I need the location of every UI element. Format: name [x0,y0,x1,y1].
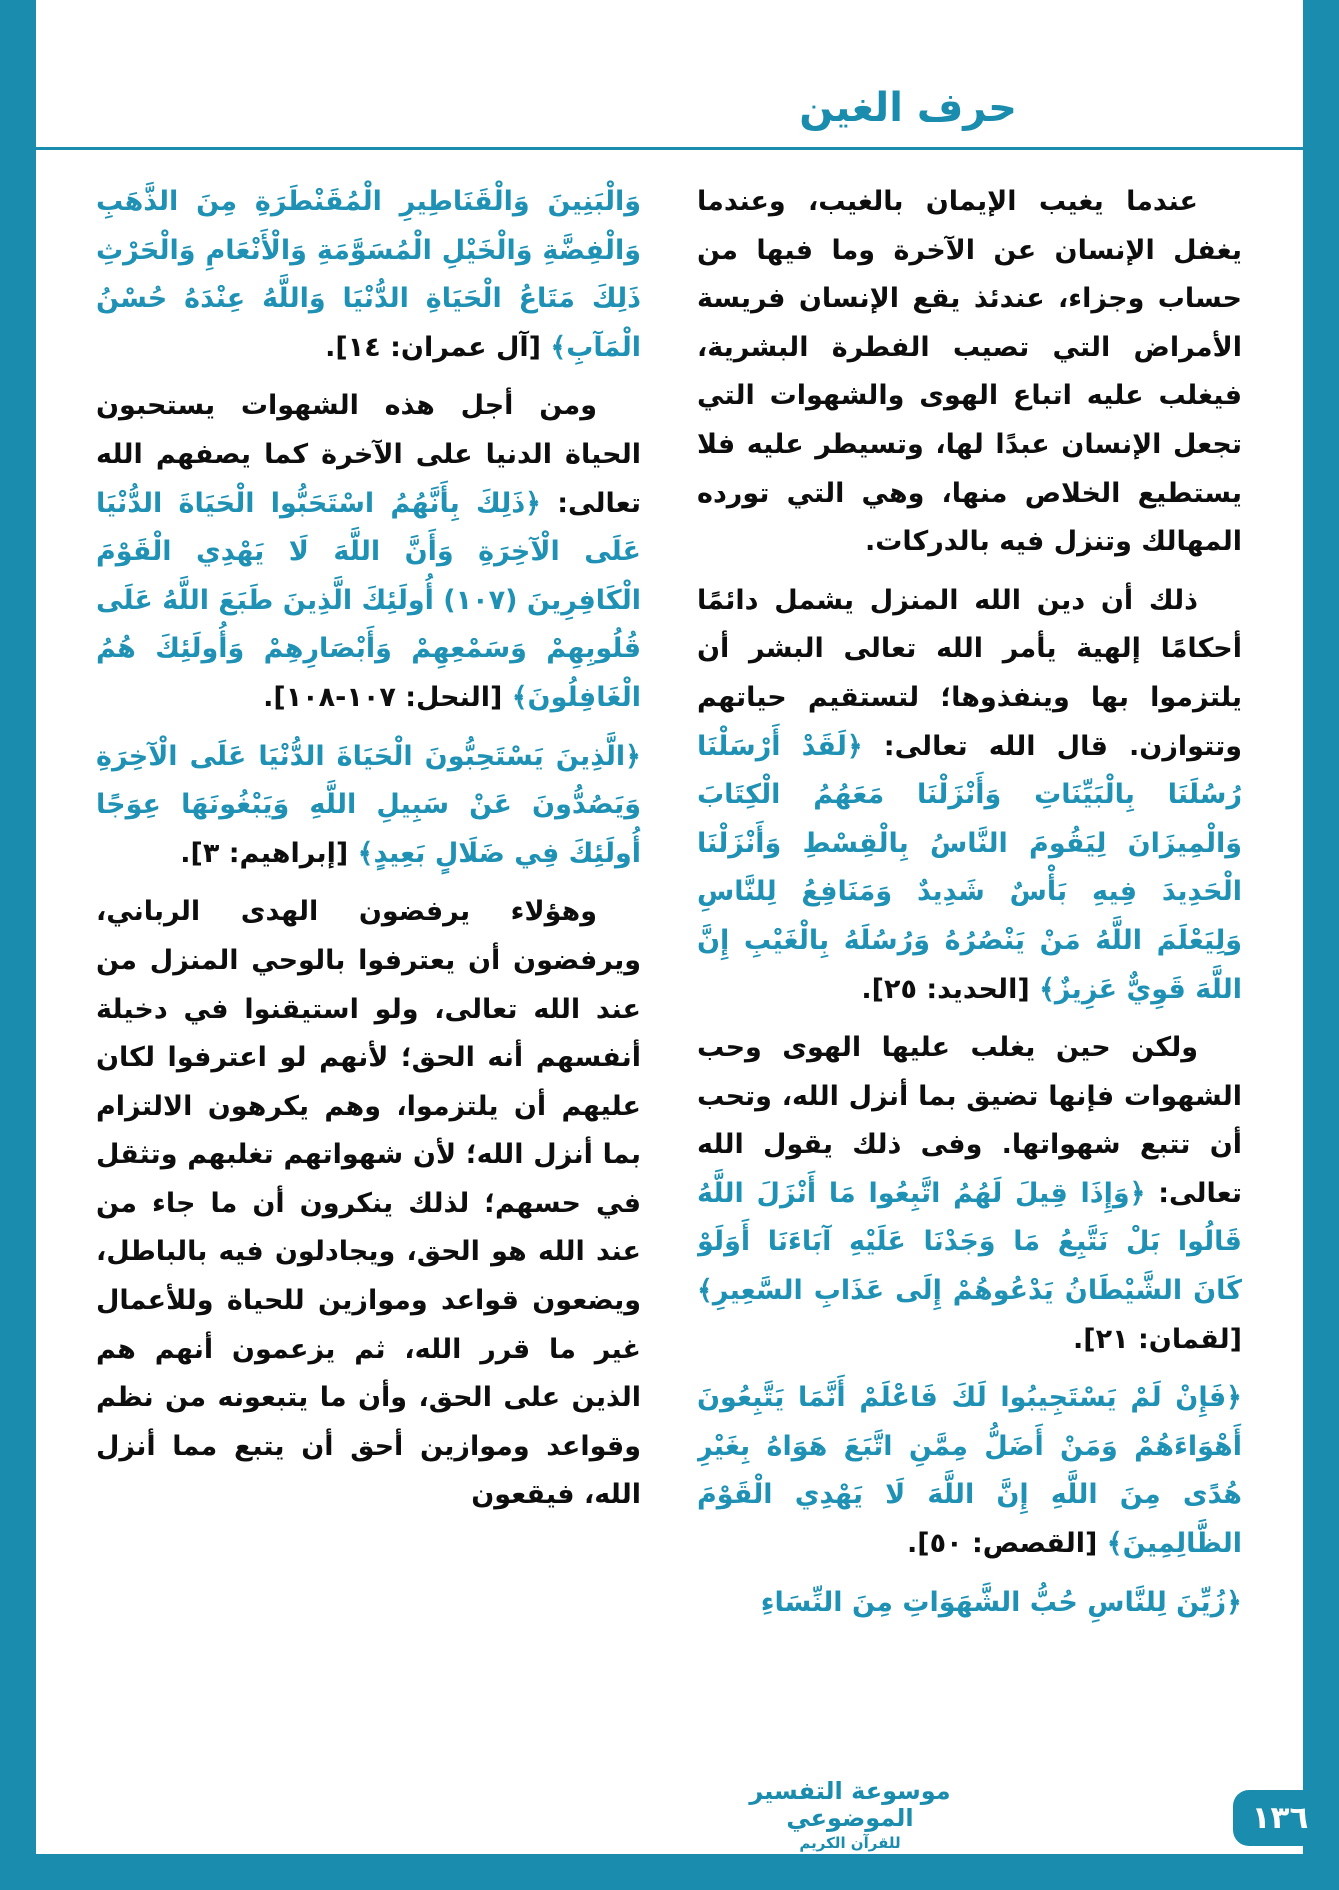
body-text: وهؤلاء يرفضون الهدى الرباني، ويرفضون أن يعترفوا بالوحي المنزل من عند الله تعالى، ولو استيقنوا في دخيلة أنفسهم أنه الحق؛ لأنهم لو اعترفوا لكان عليهم أن يلتزموا، وهم يكرهون الالتزام بما أنزل الله؛ لأن شهواتهم تغلبهم وتثقل في حسهم؛ لذلك ينكرون أن ما جاء من عند الله هو الحق، ويجادلون فيه بالباطل، ويضعون قواعد وموازين للحياة وللأعمال غير ما قرر الله، ثم يزعمون أنهم هم الذين على الحق، وأن ما يتبعونه من نظم وقواعد وموازين أحق أن يتبع مما أنزل الله، فيقعون [96,896,641,1511]
page-content [96,178,1242,1742]
body-text: عندما يغيب الإيمان بالغيب، وعندما يغفل الإنسان عن الآخرة وما فيها من حساب وجزاء، عندئذ يقع الإنسان فريسة الأمراض التي تصيب الفطرة البشرية، فيغلب عليه اتباع الهوى والشهوات التي تجعل الإنسان عبدًا لها، وتسيطر عليه فلا يستطيع الخلاص منها، وهي التي تورده المهالك وتنزل فيه بالدركات. [697,186,1242,558]
left-edge-bar [0,0,36,1890]
paragraph [96,382,641,722]
publisher-seal-title: موسوعة التفسير الموضوعي [749,1776,951,1833]
header-divider [36,147,1303,150]
paragraph [96,733,641,879]
page-number-badge [1233,1790,1327,1846]
quran-quote: وَالْبَنِينَ وَالْقَنَاطِيرِ الْمُقَنْطَرَةِ مِنَ الذَّهَبِ وَالْفِضَّةِ وَالْخَيْلِ الْمُسَوَّمَةِ وَالْأَنْعَامِ وَالْحَرْثِ ذَلِكَ مَتَاعُ الْحَيَاةِ الدُّنْيَا وَاللَّهُ عِنْدَهُ حُسْنُ الْمَآبِ﴾ [96,186,641,363]
verse-reference: [القصص: ٥٠]. [907,1528,1107,1560]
verse-reference: [آل عمران: ١٤]. [325,331,551,363]
paragraph [96,888,641,1520]
paragraph [697,1579,1242,1628]
body-text: ذلك أن دين الله المنزل يشمل دائمًا أحكامًا إلهية يأمر الله تعالى البشر أن يلتزموا بها وينفذوها؛ لتستقيم حياتهم وتتوازن. قال الله تعالى: [697,584,1242,762]
quran-quote: ﴿الَّذِينَ يَسْتَحِبُّونَ الْحَيَاةَ الدُّنْيَا عَلَى الْآخِرَةِ وَيَصُدُّونَ عَنْ سَبِيلِ اللَّهِ وَيَبْغُونَهَا عِوَجًا أُولَئِكَ فِي ضَلَالٍ بَعِيدٍ﴾ [96,740,641,869]
paragraph [697,1024,1242,1364]
quran-quote: ﴿فَإِنْ لَمْ يَسْتَجِيبُوا لَكَ فَاعْلَمْ أَنَّمَا يَتَّبِعُونَ أَهْوَاءَهُمْ وَمَنْ أَضَلُّ مِمَّنِ اتَّبَعَ هَوَاهُ بِغَيْرِ هُدًى مِنَ اللَّهِ إِنَّ اللَّهَ لَا يَهْدِي الْقَوْمَ الظَّالِمِينَ﴾ [697,1382,1242,1560]
body-text: ومن أجل هذه الشهوات يستحبون الحياة الدنيا على الآخرة كما يصفهم الله تعالى: [96,390,641,519]
verse-reference: [الحديد: ٢٥]. [861,973,1040,1005]
publisher-seal-subtitle: للقرآن الكريم [799,1833,901,1852]
paragraph [697,178,1242,567]
quran-quote: ﴿زُيِّنَ لِلنَّاسِ حُبُّ الشَّهَوَاتِ مِنَ النِّسَاءِ [760,1586,1242,1618]
verse-reference: [لقمان: ٢١]. [1073,1323,1242,1355]
bottom-edge-bar [0,1854,1339,1890]
quran-quote: ﴿ذَلِكَ بِأَنَّهُمُ اسْتَحَبُّوا الْحَيَاةَ الدُّنْيَا عَلَى الْآخِرَةِ وَأَنَّ اللَّهَ لَا يَهْدِي الْقَوْمَ الْكَافِرِينَ (١٠٧) أُولَئِكَ الَّذِينَ طَبَعَ اللَّهُ عَلَى قُلُوبِهِمْ وَسَمْعِهِمْ وَأَبْصَارِهِمْ وَأُولَئِكَ هُمُ الْغَافِلُونَ﴾ [96,487,641,713]
verse-reference: [النحل: ١٠٧-١٠٨]. [263,681,512,713]
column-right [697,178,1242,1742]
body-text: ولكن حين يغلب عليها الهوى وحب الشهوات فإنها تضيق بما أنزل الله، وتحب أن تتبع شهواتها. وفى ذلك يقول الله تعالى: [697,1032,1242,1209]
page-number: ١٣٦ [1251,1800,1309,1836]
paragraph [96,178,641,372]
quran-quote: ﴿لَقَدْ أَرْسَلْنَا رُسُلَنَا بِالْبَيِّنَاتِ وَأَنْزَلْنَا مَعَهُمُ الْكِتَابَ وَالْمِيزَانَ لِيَقُومَ النَّاسُ بِالْقِسْطِ وَأَنْزَلْنَا الْحَدِيدَ فِيهِ بَأْسٌ شَدِيدٌ وَمَنَافِعُ لِلنَّاسِ وَلِيَعْلَمَ اللَّهُ مَنْ يَنْصُرُهُ وَرُسُلَهُ بِالْغَيْبِ إِنَّ اللَّهَ قَوِيٌّ عَزِيزٌ﴾ [697,730,1242,1005]
quran-quote: ﴿وَإِذَا قِيلَ لَهُمُ اتَّبِعُوا مَا أَنْزَلَ اللَّهُ قَالُوا بَلْ نَتَّبِعُ مَا وَجَدْنَا عَلَيْهِ آبَاءَنَا أَوَلَوْ كَانَ الشَّيْطَانُ يَدْعُوهُمْ إِلَى عَذَابِ السَّعِيرِ﴾ [697,1177,1242,1307]
chapter-title: حرف الغين [799,85,1017,131]
publisher-seal [735,1778,965,1852]
verse-reference: [إبراهيم: ٣]. [180,837,358,869]
paragraph [697,1374,1242,1568]
paragraph [697,577,1242,1014]
chapter-header [799,84,1017,132]
right-edge-bar [1303,0,1339,1890]
column-left [96,178,641,1742]
